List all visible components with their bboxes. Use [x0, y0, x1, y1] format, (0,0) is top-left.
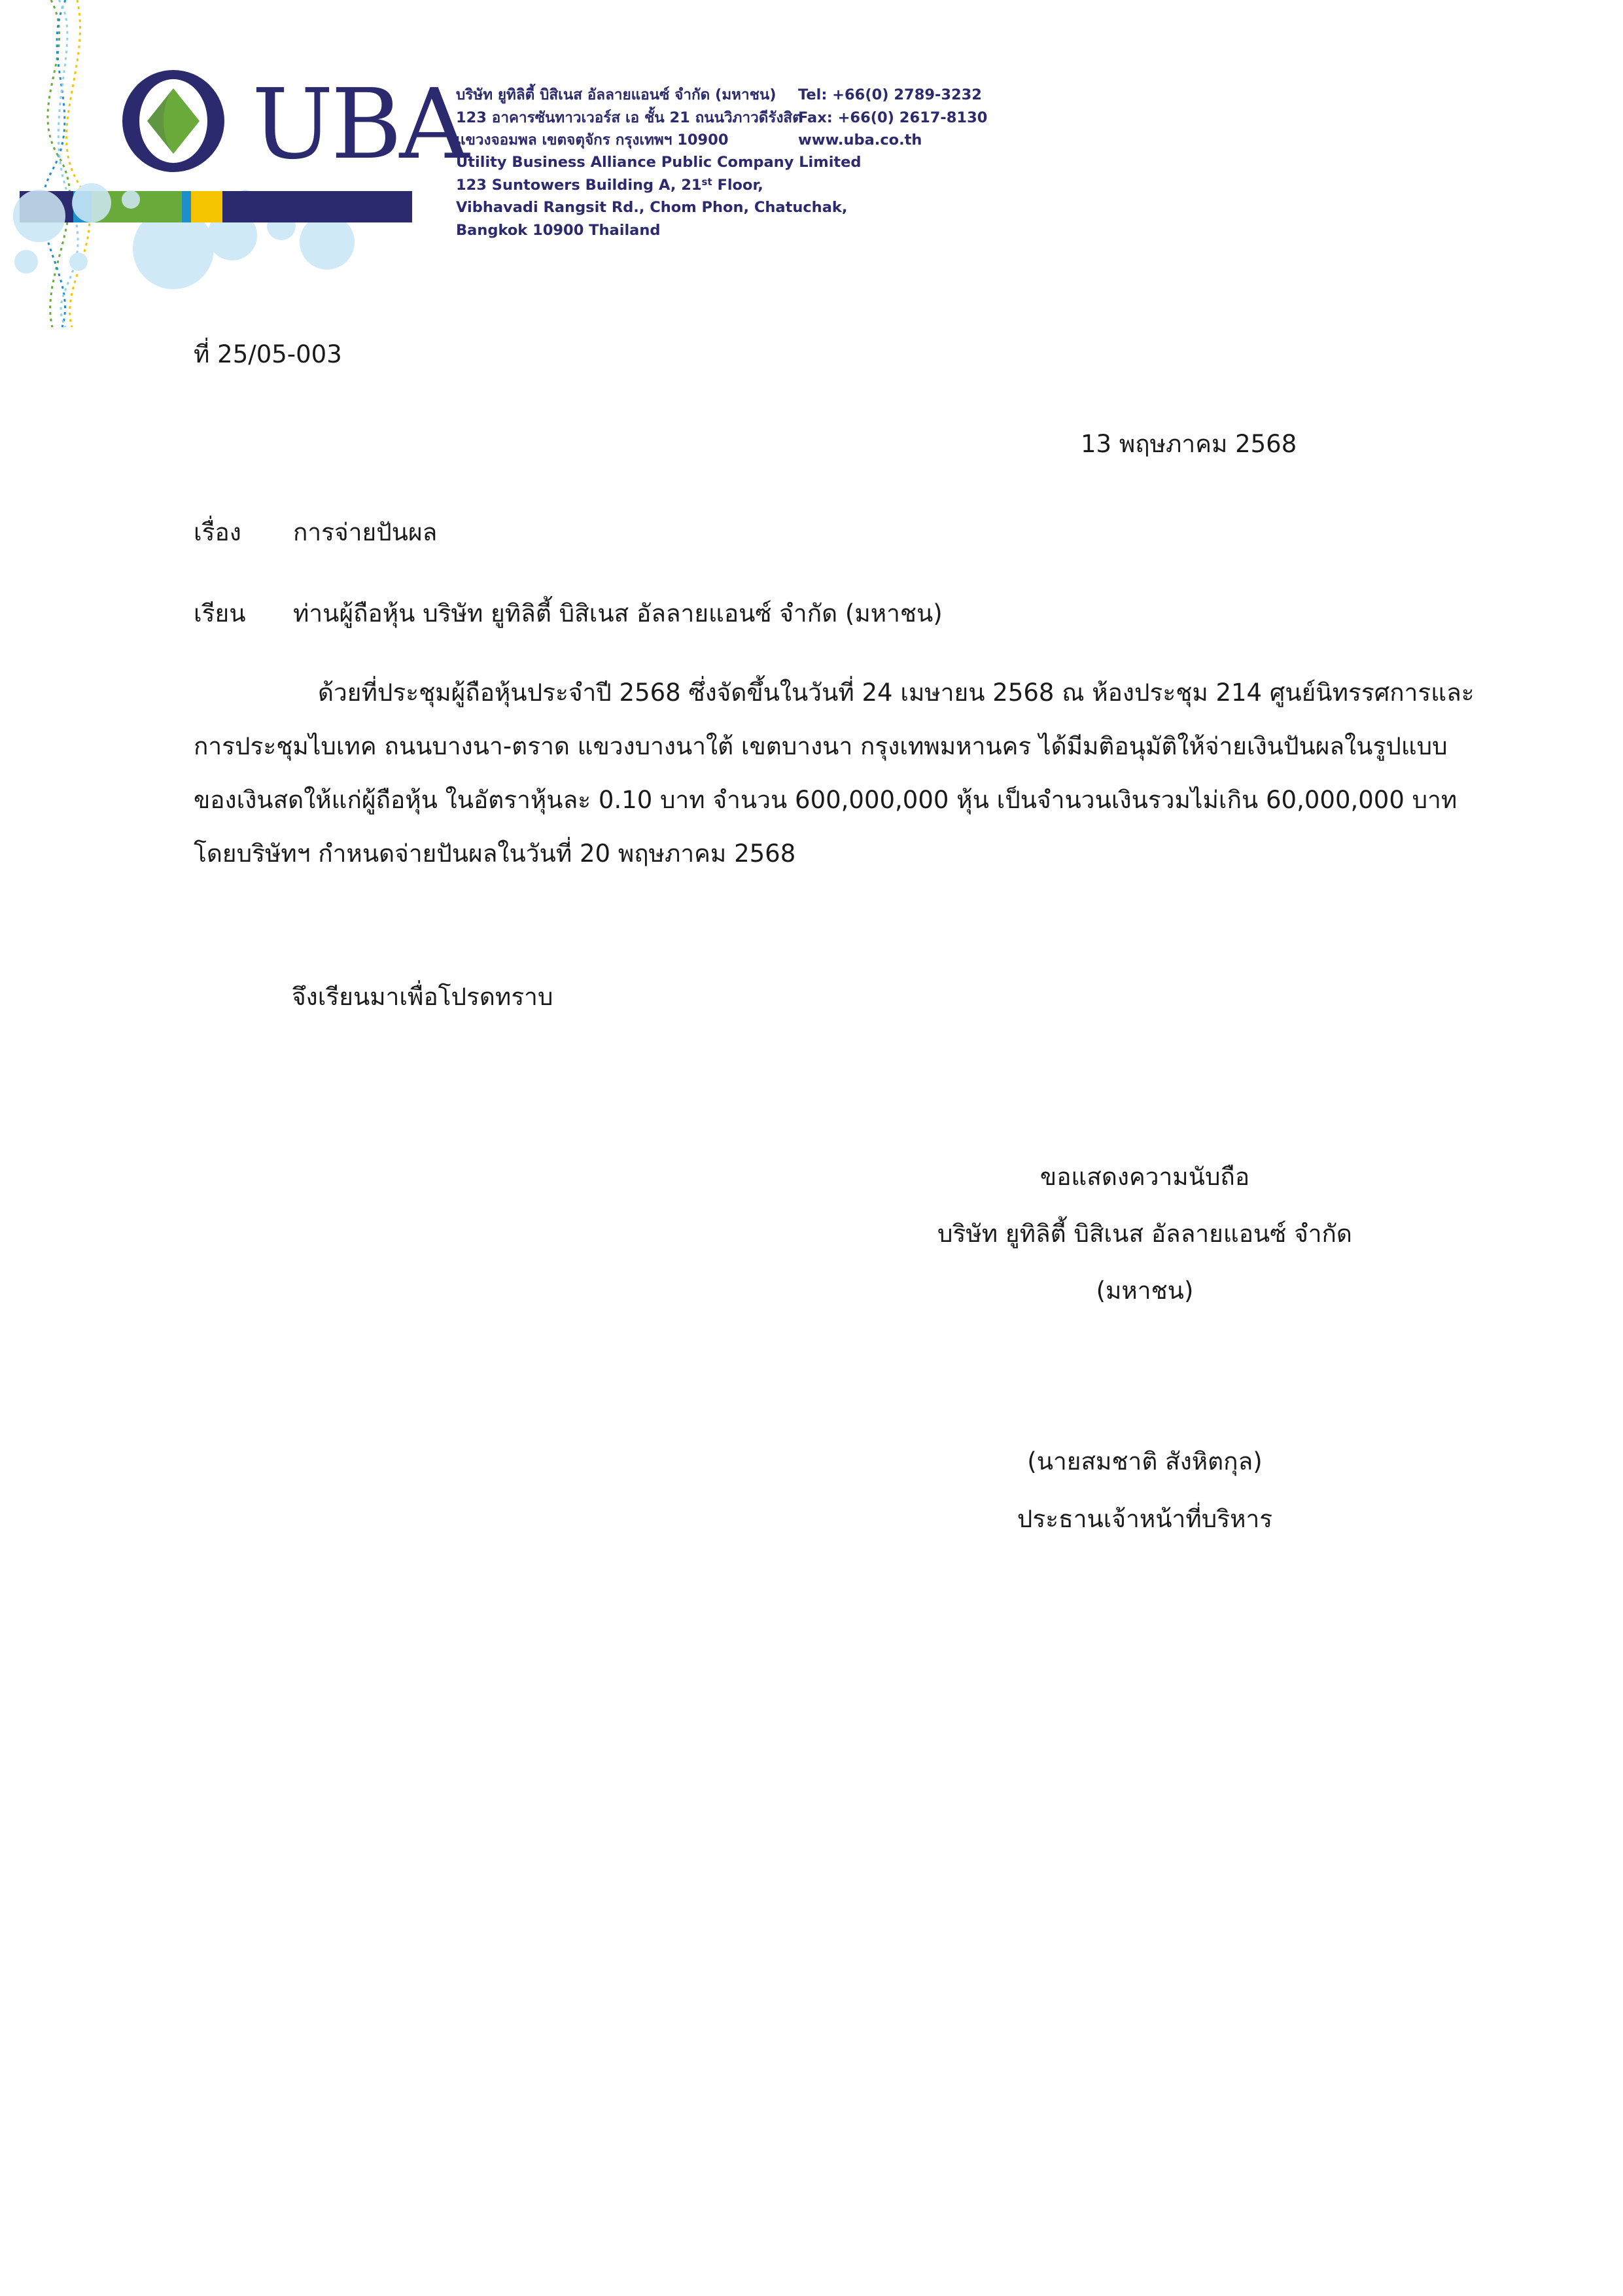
- address-en-line2-post: Floor,: [712, 176, 763, 194]
- address-en-line: Bangkok 10900 Thailand: [456, 221, 661, 239]
- address-en-line2-sup: st: [701, 175, 712, 188]
- signatory-name: (นายสมชาติ สังหิตกุล): [1027, 1447, 1263, 1475]
- body-paragraph-line: การประชุมไบเทค ถนนบางนา-ตราด แขวงบางนาใต้ เขตบางนา กรุงเทพมหานคร ได้มีมติอนุมัติให้จ่ายเงินปันผลในรูปแบบ: [194, 732, 1448, 760]
- closing-remark: จึงเรียนมาเพื่อโปรดทราบ: [292, 983, 553, 1011]
- letterhead-address-english: [456, 151, 862, 241]
- body-paragraph-line: โดยบริษัทฯ กำหนดจ่ายปันผลในวันที่ 20 พฤษภาคม 2568: [194, 839, 796, 868]
- recipient-text: ท่านผู้ถือหุ้น บริษัท ยูทิลิตี้ บิสิเนส อัลลายแอนซ์ จำกัด (มหาชน): [293, 599, 943, 627]
- contact-tel: Tel: +66(0) 2789-3232: [798, 86, 982, 103]
- subject-label: เรื่อง: [194, 518, 241, 546]
- address-th-line: 123 อาคารซันทาวเวอร์ส เอ ชั้น 21 ถนนวิภาวดีรังสิต: [456, 109, 802, 126]
- signatory-title: ประธานเจ้าหน้าที่บริหาร: [1017, 1505, 1273, 1533]
- signature-company-suffix: (มหาชน): [1096, 1277, 1194, 1305]
- address-th-line: บริษัท ยูทิลิตี้ บิสิเนส อัลลายแอนซ์ จำกัด (มหาชน): [456, 86, 777, 103]
- letter-date: 13 พฤษภาคม 2568: [1081, 430, 1297, 458]
- signature-regards: ขอแสดงความนับถือ: [1039, 1163, 1250, 1191]
- body-paragraph-line: ของเงินสดให้แก่ผู้ถือหุ้น ในอัตราหุ้นละ 0.10 บาท จำนวน 600,000,000 หุ้น เป็นจำนวนเงินรวมไม่เกิน 60,000,000 บาท: [194, 786, 1457, 814]
- address-en-line: [456, 174, 796, 197]
- contact-website: www.uba.co.th: [798, 132, 922, 149]
- letterhead-contact: [798, 84, 988, 152]
- address-en-line: Vibhavadi Rangsit Rd., Chom Phon, Chatuchak,: [456, 199, 848, 216]
- address-th-line: แขวงจอมพล เขตจตุจักร กรุงเทพฯ 10900: [456, 132, 729, 149]
- body-paragraph-line: ด้วยที่ประชุมผู้ถือหุ้นประจำปี 2568 ซึ่งจัดขึ้นในวันที่ 24 เมษายน 2568 ณ ห้องประชุม 214 ศูนย์นิทรรศการและ: [318, 679, 1475, 707]
- letterhead-address-thai: [456, 84, 802, 152]
- company-logo-wordmark: UBA: [252, 68, 467, 181]
- contact-fax: Fax: +66(0) 2617-8130: [798, 109, 988, 126]
- address-en-line: Utility Business Alliance Public Company Limited: [456, 154, 862, 171]
- subject-text: การจ่ายปันผล: [293, 518, 438, 546]
- signature-company: บริษัท ยูทิลิตี้ บิสิเนส อัลลายแอนซ์ จำกัด: [937, 1220, 1352, 1248]
- reference-number: ที่ 25/05-003: [194, 340, 342, 368]
- recipient-label: เรียน: [194, 599, 246, 627]
- address-en-line2-pre: 123 Suntowers Building A, 21: [456, 176, 702, 194]
